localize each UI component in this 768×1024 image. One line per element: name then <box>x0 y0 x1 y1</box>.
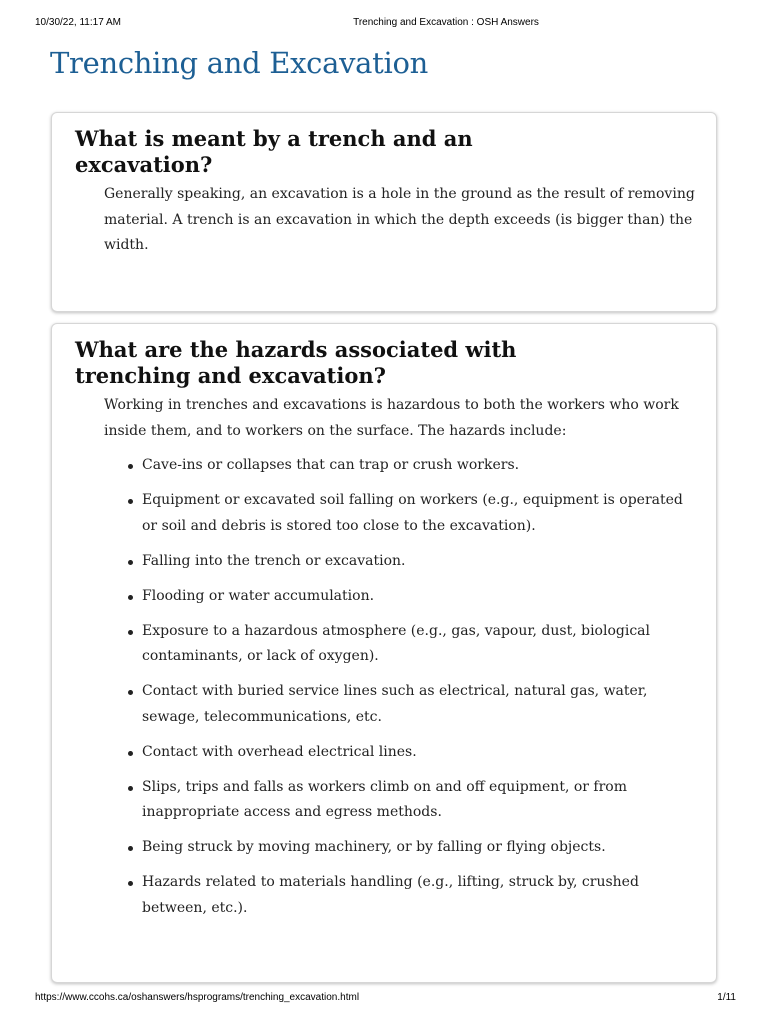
list-item: Equipment or excavated soil falling on workers (e.g., equipment is operated or soil and debris is stored too close to the excavation). <box>142 488 698 539</box>
section-intro: Working in trenches and excavations is hazardous to both the workers who work inside them, and to workers on the surface. The hazards include: <box>104 397 679 439</box>
list-item: Cave-ins or collapses that can trap or crush workers. <box>142 453 698 479</box>
print-footer <box>0 992 768 1006</box>
list-item: Contact with overhead electrical lines. <box>142 740 698 766</box>
page-title: Trenching and Excavation <box>50 46 429 80</box>
page-url[interactable]: https://www.ccohs.ca/oshanswers/hsprograms/trenching_excavation.html <box>35 992 360 1003</box>
list-item: Falling into the trench or excavation. <box>142 549 698 575</box>
list-item: Being struck by moving machinery, or by falling or flying objects. <box>142 835 698 861</box>
list-item: Flooding or water accumulation. <box>142 584 698 610</box>
hazard-list <box>104 453 698 931</box>
faq-card-trench-definition <box>51 112 717 312</box>
list-item: Contact with buried service lines such as electrical, natural gas, water, sewage, telecommunications, etc. <box>142 679 698 730</box>
faq-card-hazards <box>51 323 717 983</box>
section-heading: What is meant by a trench and an excavation? <box>75 126 473 177</box>
print-header <box>0 17 768 31</box>
page-number: 1/11 <box>717 992 736 1003</box>
list-item: Hazards related to materials handling (e.g., lifting, struck by, crushed between, etc.). <box>142 870 698 921</box>
print-page-title: Trenching and Excavation : OSH Answers <box>353 17 539 28</box>
section-heading: What are the hazards associated with trenching and excavation? <box>75 337 517 388</box>
list-item: Slips, trips and falls as workers climb on and off equipment, or from inappropriate access and egress methods. <box>142 775 698 826</box>
list-item: Exposure to a hazardous atmosphere (e.g., gas, vapour, dust, biological contaminants, or lack of oxygen). <box>142 619 698 670</box>
print-date: 10/30/22, 11:17 AM <box>35 17 121 28</box>
section-body: Generally speaking, an excavation is a hole in the ground as the result of removing material. A trench is an excavation in which the depth exceeds (is bigger than) the width. <box>104 186 695 253</box>
